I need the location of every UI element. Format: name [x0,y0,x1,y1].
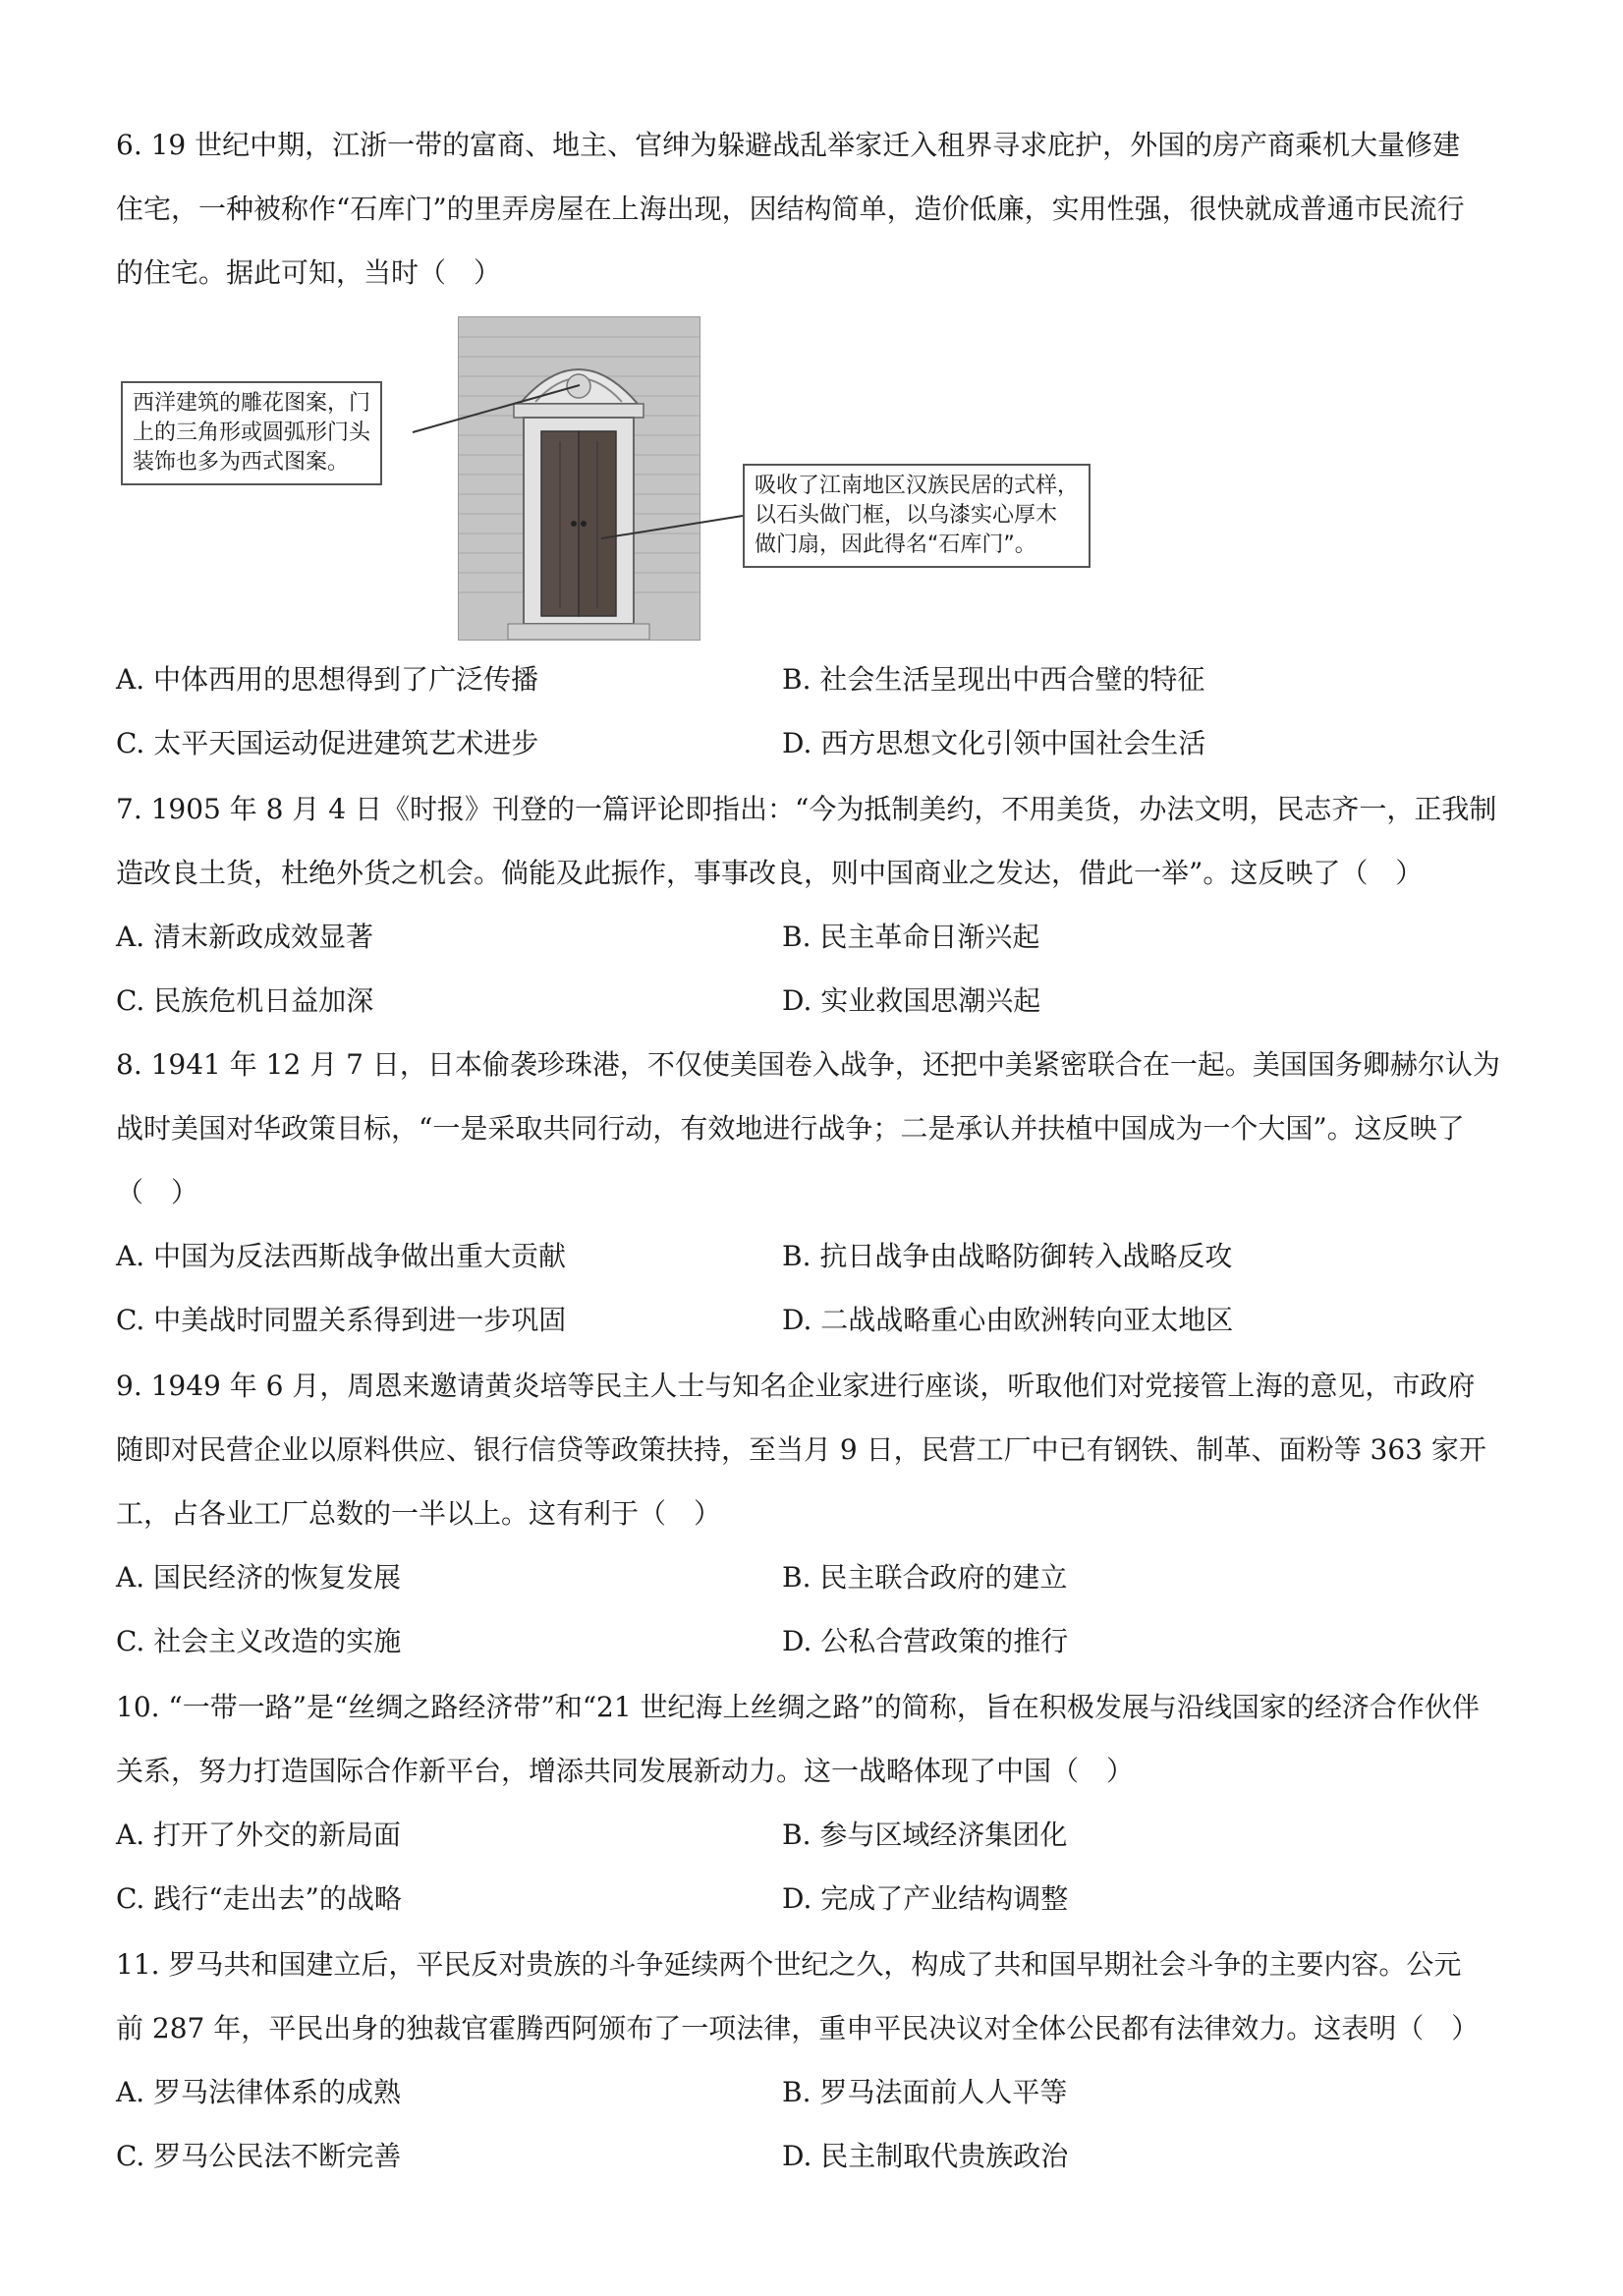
q11-stem-line-1: 11. 罗马共和国建立后，平民反对贵族的斗争延续两个世纪之久，构成了共和国早期社会斗争的主要内容。公元 [116,1948,1462,1981]
q11-option-b[interactable]: B. 罗马法面前人人平等 [782,2076,1068,2108]
q9-option-d[interactable]: D. 公私合营政策的推行 [782,1625,1069,1657]
q7-option-b[interactable]: B. 民主革命日渐兴起 [782,921,1040,953]
q11-option-c[interactable]: C. 罗马公民法不断完善 [116,2140,402,2172]
q8-option-c[interactable]: C. 中美战时同盟关系得到进一步巩固 [116,1304,567,1336]
q10-option-c[interactable]: C. 践行“走出去”的战略 [116,1882,402,1915]
q6-option-d[interactable]: D. 西方思想文化引领中国社会生活 [782,727,1206,759]
callout-right-line-3: 做门扇，因此得名“石库门”。 [755,532,1036,557]
q10-option-a[interactable]: A. 打开了外交的新局面 [116,1819,402,1851]
q6-stem-line-2: 住宅，一种被称作“石库门”的里弄房屋在上海出现，因结构简单，造价低廉，实用性强，很快就成普通市民流行 [116,193,1465,225]
q8-stem-line-1: 8. 1941 年 12 月 7 日，日本偷袭珍珠港，不仅使美国卷入战争，还把中美紧密联合在一起。美国国务卿赫尔认为 [116,1048,1500,1081]
q6-stem-line-1: 6. 19 世纪中期，江浙一带的富商、地主、官绅为躲避战乱举家迁入租界寻求庇护，外国的房产商乘机大量修建 [116,129,1461,161]
q7-option-c[interactable]: C. 民族危机日益加深 [116,984,374,1017]
q9-stem-line-3: 工，占各业工厂总数的一半以上。这有利于（ ） [116,1497,722,1530]
q11-option-d[interactable]: D. 民主制取代贵族政治 [782,2140,1069,2172]
q8-option-a[interactable]: A. 中国为反法西斯战争做出重大贡献 [116,1240,567,1272]
callout-leader-lines [0,0,1623,688]
q8-option-b[interactable]: B. 抗日战争由战略防御转入战略反攻 [782,1240,1233,1272]
q8-option-d[interactable]: D. 二战战略重心由欧洲转向亚太地区 [782,1304,1234,1336]
q10-stem-line-1: 10. “一带一路”是“丝绸之路经济带”和“21 世纪海上丝绸之路”的简称，旨在积极发展与沿线国家的经济合作伙伴 [116,1691,1480,1723]
q9-option-b[interactable]: B. 民主联合政府的建立 [782,1561,1068,1594]
q9-option-a[interactable]: A. 国民经济的恢复发展 [116,1561,402,1594]
q7-option-d[interactable]: D. 实业救国思潮兴起 [782,984,1041,1017]
q6-option-a[interactable]: A. 中体西用的思想得到了广泛传播 [116,663,539,696]
callout-left-line-3: 装饰也多为西式图案。 [133,450,350,475]
q6-option-c[interactable]: C. 太平天国运动促进建筑艺术进步 [116,727,539,759]
q7-stem-line-2: 造改良土货，杜绝外货之机会。倘能及此振作，事事改良，则中国商业之发达，借此一举”。这反映了（ ） [116,857,1424,889]
q10-stem-line-2: 关系，努力打造国际合作新平台，增添共同发展新动力。这一战略体现了中国（ ） [116,1755,1135,1787]
q7-stem-line-1: 7. 1905 年 8 月 4 日《时报》刊登的一篇评论即指出：“今为抵制美约，不用美货，办法文明，民志齐一，正我制 [116,793,1497,825]
q9-option-c[interactable]: C. 社会主义改造的实施 [116,1625,402,1657]
callout-left-line-1: 西洋建筑的雕花图案，门 [133,391,371,416]
q8-stem-line-3: （ ） [116,1176,199,1208]
q7-option-a[interactable]: A. 清末新政成效显著 [116,921,374,953]
q9-stem-line-2: 随即对民营企业以原料供应、银行信贷等政策扶持，至当月 9 日，民营工厂中已有钢铁、制革、面粉等 363 家开 [116,1433,1486,1466]
callout-left-line-2: 上的三角形或圆弧形门头 [133,420,371,445]
callout-right-line-1: 吸收了江南地区汉族民居的式样， [755,474,1080,498]
q11-option-a[interactable]: A. 罗马法律体系的成熟 [116,2076,402,2108]
q10-option-b[interactable]: B. 参与区域经济集团化 [782,1819,1068,1851]
q9-stem-line-1: 9. 1949 年 6 月，周恩来邀请黄炎培等民主人士与知名企业家进行座谈，听取他们对党接管上海的意见，市政府 [116,1370,1476,1402]
q11-stem-line-2: 前 287 年，平民出身的独裁官霍腾西阿颁布了一项法律，重申平民决议对全体公民都有法律效力。这表明（ ） [116,2012,1480,2044]
callout-right-line-2: 以石头做门框，以乌漆实心厚木 [755,503,1058,528]
q6-option-b[interactable]: B. 社会生活呈现出中西合璧的特征 [782,663,1205,696]
q6-stem-line-3: 的住宅。据此可知，当时（ ） [116,256,502,289]
q8-stem-line-2: 战时美国对华政策目标，“一是采取共同行动，有效地进行战争；二是承认并扶植中国成为一个大国”。这反映了 [116,1112,1465,1145]
q10-option-d[interactable]: D. 完成了产业结构调整 [782,1882,1069,1915]
